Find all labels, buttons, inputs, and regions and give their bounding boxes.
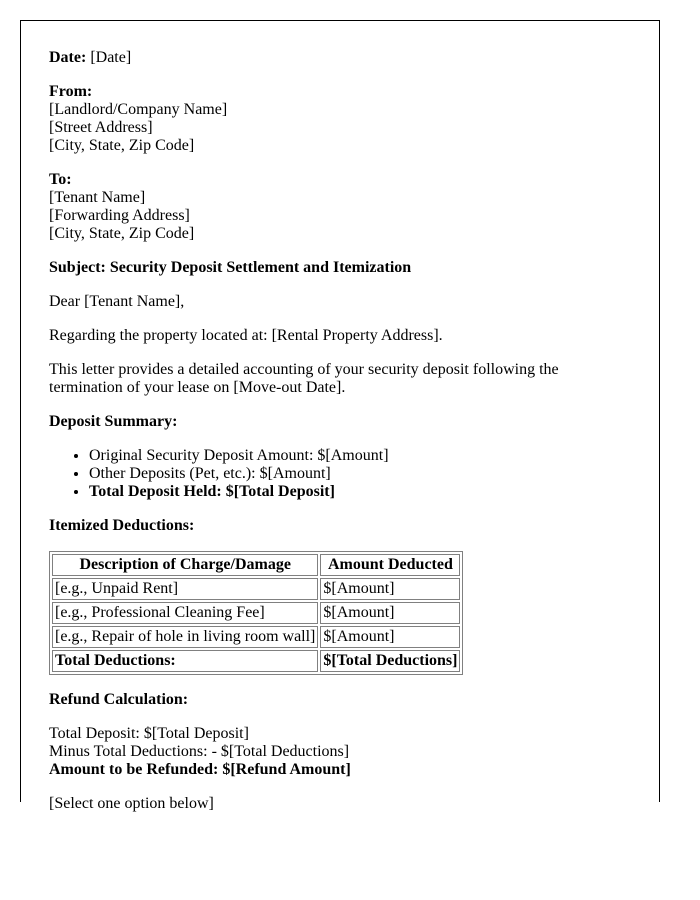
subject-line: Subject: Security Deposit Settlement and Itemization — [49, 259, 412, 276]
table-row — [52, 626, 460, 648]
table-row — [52, 578, 460, 600]
intro-paragraph: This letter provides a detailed accounting of your security deposit following the termination of your lease on [Move-out Date]. — [49, 361, 559, 396]
row-description: [e.g., Unpaid Rent] — [52, 578, 318, 600]
deposit-original-item: • Original Security Deposit Amount: $[Amount] — [89, 447, 609, 465]
row-description: [e.g., Repair of hole in living room wall] — [52, 626, 318, 648]
total-deductions-value: $[Total Deductions] — [320, 650, 460, 672]
row-amount: $[Amount] — [320, 602, 460, 624]
row-amount: $[Amount] — [320, 626, 460, 648]
from-name: [Landlord/Company Name] — [49, 101, 228, 118]
to-name: [Tenant Name] — [49, 189, 146, 206]
from-city: [City, State, Zip Code] — [49, 137, 195, 154]
table-row — [52, 602, 460, 624]
column-header-amount: Amount Deducted — [320, 554, 460, 576]
letter-content — [49, 49, 609, 829]
date-value: [Date] — [86, 49, 132, 66]
salutation: Dear [Tenant Name], — [49, 293, 185, 310]
deposit-summary-list — [49, 447, 609, 501]
refund-heading: Refund Calculation: — [49, 691, 189, 708]
to-block — [49, 171, 609, 243]
letter-page — [20, 20, 660, 812]
deposit-other-item: • Other Deposits (Pet, etc.): $[Amount] — [89, 465, 609, 483]
cutoff-line: [Select one option below] — [49, 795, 214, 812]
deposit-total-item: • Total Deposit Held: $[Total Deposit] — [89, 483, 609, 501]
row-description: [e.g., Professional Cleaning Fee] — [52, 602, 318, 624]
table-total-row — [52, 650, 460, 672]
from-label: From: — [49, 83, 93, 100]
column-header-description: Description of Charge/Damage — [52, 554, 318, 576]
table-header-row — [52, 554, 460, 576]
refund-total-deposit: Total Deposit: $[Total Deposit] — [49, 725, 249, 742]
to-address: [Forwarding Address] — [49, 207, 190, 224]
date-line — [49, 49, 609, 67]
property-line: Regarding the property located at: [Rental Property Address]. — [49, 327, 443, 344]
date-label: Date: — [49, 49, 87, 66]
total-deductions-label: Total Deductions: — [52, 650, 318, 672]
from-block — [49, 83, 609, 155]
refund-amount: Amount to be Refunded: $[Refund Amount] — [49, 761, 351, 778]
from-street: [Street Address] — [49, 119, 153, 136]
deposit-summary-heading: Deposit Summary: — [49, 413, 178, 430]
deductions-heading: Itemized Deductions: — [49, 517, 195, 534]
to-city: [City, State, Zip Code] — [49, 225, 195, 242]
row-amount: $[Amount] — [320, 578, 460, 600]
deductions-table — [49, 551, 463, 675]
refund-block — [49, 725, 609, 779]
refund-minus-deductions: Minus Total Deductions: - $[Total Deductions] — [49, 743, 350, 760]
to-label: To: — [49, 171, 72, 188]
